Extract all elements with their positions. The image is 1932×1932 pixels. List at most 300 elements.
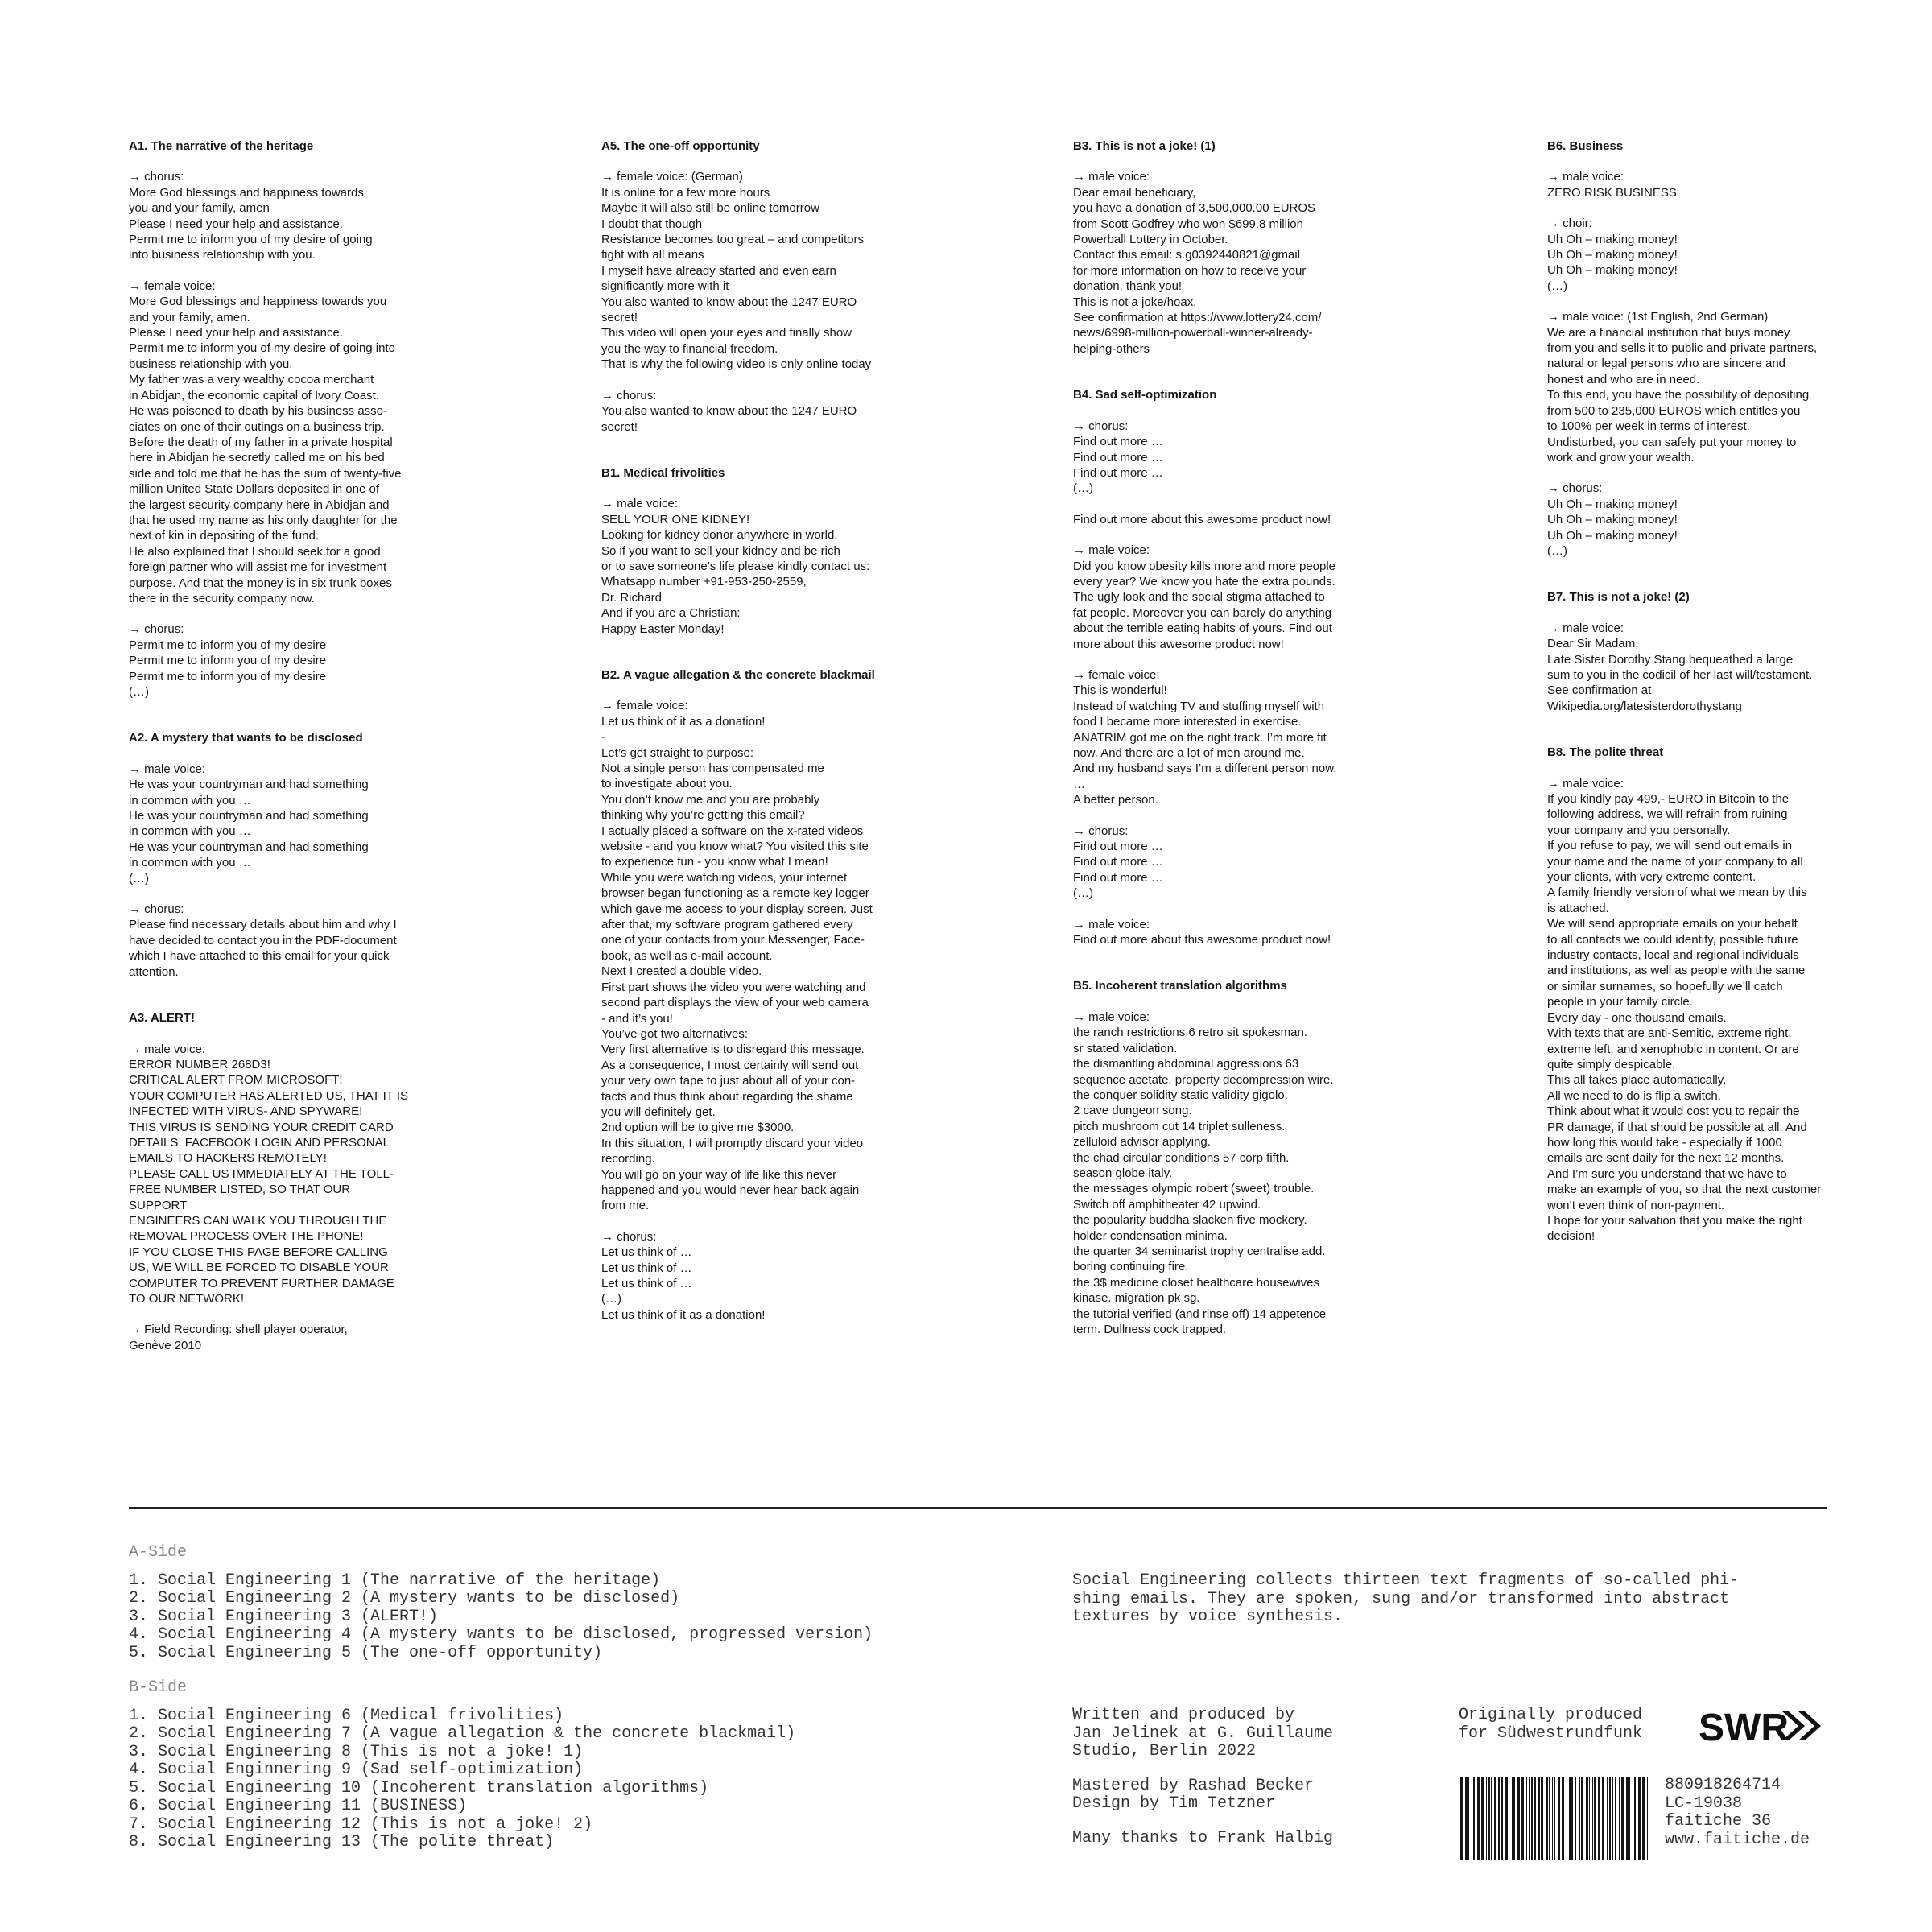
lyrics-line: (…) — [1547, 543, 1567, 558]
barcode-bar — [1498, 1777, 1500, 1860]
lyrics-line: See confirmation at — [1547, 683, 1652, 698]
lyrics-line: and institutions, as well as people with the same — [1547, 964, 1806, 978]
lyrics-line: Permit me to inform you of my desire — [129, 654, 327, 668]
lyrics-line: food I became more interested in exercise. — [1073, 715, 1302, 729]
lyrics-line: My father was a very wealthy cocoa merchant — [129, 373, 374, 387]
lyrics-line: your name and the name of your company to all — [1547, 854, 1803, 869]
lyrics-line: Let us think of it as a donation! — [601, 1307, 766, 1322]
lyrics-line: the dismantling abdominal aggressions 63 — [1073, 1057, 1299, 1071]
lyrics-line: Let us think of … — [601, 1261, 692, 1275]
ean-code: 880918264714 — [1665, 1776, 1781, 1794]
lyrics-line: news/6998-million-powerball-winner-already- — [1073, 326, 1313, 341]
lyrics-line: You also wanted to know about the 1247 EURO — [601, 295, 857, 309]
credit-line: Written and produced by — [1072, 1706, 1295, 1724]
lyrics-line: THIS VIRUS IS SENDING YOUR CREDIT CARD — [129, 1120, 394, 1134]
barcode-bar — [1629, 1777, 1630, 1860]
lyrics-line: He was your countryman and had something — [129, 809, 369, 824]
lyrics-line: Very first alternative is to disregard this message. — [601, 1042, 865, 1057]
lyrics-line: → chorus: — [601, 1229, 657, 1244]
lyrics-section — [129, 730, 409, 980]
lyrics-line: COMPUTER TO PREVENT FURTHER DAMAGE — [129, 1276, 394, 1290]
credits — [1072, 1707, 1426, 1864]
lyrics-line: (…) — [601, 1292, 621, 1307]
barcode-bar — [1473, 1777, 1475, 1860]
lyrics-line: which gave me access to your display screen. Just — [601, 902, 873, 916]
lyrics-line: And I’m sure you understand that we have to — [1547, 1166, 1787, 1181]
credit-group — [1072, 1777, 1426, 1814]
lyrics-line: So if you want to sell your kidney and be rich — [601, 543, 840, 558]
lyrics-line: that he used my name as his only daughter for the — [129, 513, 398, 527]
lyrics-line: donation, thank you! — [1073, 279, 1183, 294]
barcode-bar — [1521, 1777, 1524, 1860]
lyrics-line: decision! — [1547, 1229, 1596, 1244]
divider-rule — [129, 1507, 1827, 1509]
lyrics-line: pitch mushroom cut 14 triplet sulleness. — [1073, 1119, 1286, 1133]
description-line: textures by voice synthesis. — [1072, 1608, 1344, 1626]
lyrics-line: helping-others — [1073, 341, 1150, 356]
lyrics-section — [1547, 589, 1827, 714]
lyrics-line: … — [1073, 777, 1085, 791]
origin-line: Originally produced — [1459, 1706, 1643, 1724]
lyrics-line: Permit me to inform you of my desire — [129, 669, 327, 683]
lyrics-line: Think about what it would cost you to repair the — [1547, 1104, 1800, 1119]
lyrics-line: now. And there are a lot of men around me. — [1073, 746, 1305, 760]
barcode-bar — [1562, 1777, 1564, 1860]
lyrics-block — [1547, 169, 1827, 200]
lyrics-line: If you refuse to pay, we will send out emails in — [1547, 839, 1793, 853]
lyrics-line: You also wanted to know about the 1247 EURO — [601, 404, 857, 419]
barcode-bar — [1638, 1777, 1641, 1860]
lyrics-line: (…) — [129, 871, 149, 886]
track-item: 7. Social Engineering 12 (This is not a joke! 2) — [129, 1814, 593, 1834]
barcode-bar — [1598, 1777, 1600, 1860]
lyrics-line: and your family, amen. — [129, 310, 250, 324]
a-side-tracks — [129, 1572, 1095, 1663]
lyrics-line: FREE NUMBER LISTED, SO THAT OUR SUPPORT — [129, 1183, 354, 1212]
barcode-bar — [1491, 1777, 1492, 1860]
lyrics-line: - and it’s you! — [601, 1011, 673, 1026]
lyrics-line: The ugly look and the social stigma attached to — [1073, 590, 1325, 605]
lyrics-line: This all takes place automatically. — [1547, 1073, 1727, 1088]
lyrics-section — [1073, 387, 1353, 947]
lyrics-block — [1547, 309, 1827, 465]
lyrics-line: Switch off amphitheater 42 upwind. — [1073, 1197, 1261, 1212]
barcode-bar — [1534, 1777, 1536, 1860]
description-line: Social Engineering collects thirteen text fragments of so-called phi- — [1072, 1571, 1740, 1590]
lyrics-line: Let’s get straight to purpose: — [601, 745, 754, 760]
lyrics-line: the messages olympic robert (sweet) trouble. — [1073, 1182, 1315, 1196]
lyrics-line: (…) — [129, 685, 149, 699]
lyrics-line: Late Sister Dorothy Stang bequeathed a large — [1547, 652, 1794, 667]
lyrics-line: Please I need your help and assistance. — [129, 326, 344, 341]
barcode-bar — [1486, 1777, 1487, 1860]
lyrics-line: attention. — [129, 964, 179, 979]
lyrics-line: He also explained that I should seek for a good — [129, 544, 381, 559]
lyrics-line: the 3$ medicine closet healthcare housewives — [1073, 1275, 1320, 1290]
lyrics-line: Instead of watching TV and stuffing myself with — [1073, 699, 1325, 713]
barcode-bar — [1621, 1777, 1624, 1860]
barcode-bar — [1481, 1777, 1484, 1860]
lyrics-line: A better person. — [1073, 793, 1158, 807]
lyrics-line: A family friendly version of what we mean by this — [1547, 886, 1807, 900]
barcode-bar — [1513, 1777, 1515, 1860]
lyrics-line: the ranch restrictions 6 retro sit spokesman. — [1073, 1026, 1307, 1040]
lyrics-line: ENGINEERS CAN WALK YOU THROUGH THE — [129, 1213, 387, 1228]
barcode-bar — [1538, 1777, 1540, 1860]
barcode-bar — [1594, 1777, 1596, 1860]
website-link[interactable]: www.faitiche.de — [1665, 1830, 1810, 1849]
lyrics-line: industry contacts, local and regional individuals — [1547, 948, 1799, 963]
lyrics-line: the popularity buddha slacken five mockery. — [1073, 1213, 1307, 1228]
lyrics-line: in common with you … — [129, 793, 251, 807]
lyrics-line: This is wonderful! — [1073, 683, 1167, 698]
lyrics-line: you will definitely get. — [601, 1104, 716, 1119]
lyrics-line: your company and you personally. — [1547, 823, 1731, 837]
barcode-bar — [1501, 1777, 1503, 1860]
lyrics-line: fight with all means — [601, 248, 704, 262]
lyrics-line: (…) — [1547, 279, 1567, 293]
lyrics-line: book, as well as e-mail account. — [601, 948, 773, 963]
barcode-bar — [1494, 1777, 1496, 1860]
lyrics-line: sum to you in the codicil of her last will/testament. — [1547, 667, 1813, 682]
lyrics-block — [1073, 667, 1353, 808]
lyrics-line: 2nd option will be to give me $3000. — [601, 1121, 795, 1135]
lyrics-line: kinase. migration pk sg. — [1073, 1291, 1200, 1306]
lyrics-line: after that, my software program gathered every — [601, 918, 853, 932]
lyrics-line: This is not a joke/hoax. — [1073, 295, 1197, 309]
credit-group — [1072, 1830, 1426, 1848]
lyrics-line: Uh Oh – making money! — [1547, 248, 1678, 262]
lyrics-line: the largest security company here in Abidjan and — [129, 497, 390, 512]
lyrics-line: or to save someone’s life please kindly contact us: — [601, 559, 870, 573]
lyrics-line: With texts that are anti-Semitic, extreme right, — [1547, 1026, 1792, 1041]
lyrics-line: you and your family, amen — [129, 201, 270, 216]
lyrics-line: happened and you would never hear back again — [601, 1183, 860, 1197]
lyrics-line: following address, we will refrain from ruining — [1547, 807, 1788, 822]
swr-logo-text: SWR — [1699, 1707, 1789, 1748]
lyrics-line: → male voice: — [1073, 170, 1150, 184]
lyrics-line: → male voice: — [1547, 170, 1624, 184]
barcode-bar — [1612, 1777, 1613, 1860]
lyrics-line: Uh Oh – making money! — [1547, 232, 1678, 246]
lyrics-line: Uh Oh – making money! — [1547, 513, 1678, 527]
barcode-bar — [1465, 1777, 1468, 1860]
lyrics-line: → Field Recording: shell player operator, — [129, 1323, 348, 1337]
lyrics-line: We will send appropriate emails on your behalf — [1547, 917, 1798, 931]
lyrics-line: secret! — [601, 311, 638, 325]
lyrics-line: CRITICAL ALERT FROM MICROSOFT! — [129, 1073, 343, 1088]
barcode-bar — [1571, 1777, 1573, 1860]
section-title: B5. Incoherent translation algorithms — [1073, 979, 1287, 993]
lyrics-line: Let us think of … — [601, 1245, 692, 1260]
barcode-bar — [1602, 1777, 1604, 1860]
lyrics-block — [129, 762, 409, 886]
lyrics-line: More God blessings and happiness towards you — [129, 295, 387, 309]
lyrics-line: Uh Oh – making money! — [1547, 263, 1678, 278]
lyrics-line: Find out more about this awesome product now! — [1073, 933, 1331, 947]
lyrics-line: US, WE WILL BE FORCED TO DISABLE YOUR — [129, 1261, 389, 1275]
barcode-bar — [1586, 1777, 1588, 1860]
barcode-bar — [1460, 1777, 1463, 1860]
lyrics-line: If you kindly pay 499,- EURO in Bitcoin to the — [1547, 792, 1790, 806]
lyrics-line: Powerball Lottery in October. — [1073, 233, 1228, 247]
lyrics-line: First part shows the video you were watching and — [601, 980, 866, 994]
lyrics-line: the tutorial verified (and rinse off) 14 appetence — [1073, 1307, 1327, 1321]
a-side-tracklist — [129, 1544, 1095, 1662]
lyrics-line: million United State Dollars deposited in one of — [129, 482, 380, 497]
lyrics-line: PLEASE CALL US IMMEDIATELY AT THE TOLL- — [129, 1166, 394, 1181]
lyrics-line: natural or legal persons who are sincere and — [1547, 357, 1786, 371]
lyrics-column-4 — [1547, 138, 1827, 1275]
barcode-bar — [1512, 1777, 1513, 1860]
lyrics-line: in common with you … — [129, 824, 251, 839]
lyrics-line: Let us think of it as a donation! — [601, 714, 766, 729]
barcode-bar — [1529, 1777, 1530, 1860]
lyrics-block — [1073, 824, 1353, 902]
lyrics-line: You don’t know me and you are probably — [601, 792, 820, 807]
lyrics-block — [129, 1322, 409, 1353]
lyrics-line: I doubt that though — [601, 217, 703, 231]
lyrics-line: your clients, with very extreme content. — [1547, 870, 1757, 885]
section-title: B2. A vague allegation & the concrete blackmail — [601, 667, 875, 682]
track-item: 8. Social Engineering 13 (The polite threat) — [129, 1833, 555, 1852]
barcode-bar — [1607, 1777, 1608, 1860]
lyrics-line: Maybe it will also still be online tomorrow — [601, 201, 819, 216]
lyrics-line: I actually placed a software on the x-rated videos — [601, 824, 864, 838]
barcode-bar — [1619, 1777, 1620, 1860]
track-item: 1. Social Engineering 1 (The narrative of the heritage) — [129, 1571, 661, 1590]
description-line: shing emails. They are spoken, sung and/or transformed into abstract — [1072, 1589, 1730, 1608]
barcode-bar — [1615, 1777, 1616, 1860]
lyrics-line: from you and sells it to public and private partners, — [1547, 341, 1818, 356]
lyrics-line: → male voice: — [129, 1042, 206, 1056]
lyrics-block — [129, 621, 409, 700]
lyrics-block — [601, 698, 881, 1213]
lyrics-line: which I have attached to this email for your quick — [129, 949, 390, 964]
lyrics-line: foreign partner who will assist me for investment — [129, 560, 387, 575]
barcode-bar — [1609, 1777, 1611, 1860]
lyrics-line: browser began functioning as a remote key logger — [601, 886, 869, 901]
lyrics-line: You will go on your way of life like this never — [601, 1167, 837, 1182]
lyrics-line: → female voice: — [129, 279, 216, 293]
lyrics-line: This video will open your eyes and finally show — [601, 326, 852, 341]
lyrics-line: To this end, you have the possibility of depositing — [1547, 388, 1810, 402]
lyrics-line: All we need to do is flip a switch. — [1547, 1088, 1721, 1103]
lyrics-line: fat people. Moreover you can barely do anything — [1073, 605, 1332, 620]
lyrics-line: Find out more … — [1073, 855, 1163, 869]
track-item: 4. Social Enginnering 9 (Sad self-optimization) — [129, 1761, 584, 1779]
lyrics-section — [601, 138, 881, 435]
lyrics-line: Contact this email: s.g0392440821@gmail — [1073, 248, 1301, 262]
lyrics-line: here in Abidjan he secretly called me on his bed — [129, 451, 385, 465]
lyrics-line: how long this would take - especially if 1000 — [1547, 1135, 1782, 1150]
lyrics-column-3 — [1073, 138, 1353, 1368]
track-item: 2. Social Engineering 2 (A mystery wants to be disclosed) — [129, 1589, 680, 1608]
section-title: B7. This is not a joke! (2) — [1547, 590, 1690, 605]
b-side-label: B-Side — [129, 1678, 188, 1697]
lyrics-line: → male voice: — [1073, 543, 1150, 558]
lyrics-line: Find out more … — [1073, 450, 1163, 464]
lyrics-section — [1547, 745, 1827, 1245]
barcode-bar — [1589, 1777, 1590, 1860]
lyrics-block — [1547, 216, 1827, 294]
barcode-bar — [1647, 1777, 1648, 1860]
section-title: B8. The polite threat — [1547, 745, 1664, 760]
b-side-tracks — [129, 1707, 1095, 1852]
barcode-bar — [1642, 1777, 1645, 1860]
lyrics-block — [601, 388, 881, 435]
lyrics-line: → male voice: — [601, 497, 679, 511]
lyrics-line: Find out more … — [1073, 870, 1163, 885]
barcode-bar — [1575, 1777, 1576, 1860]
lyrics-line: Find out more about this awesome product now! — [1073, 512, 1331, 526]
lyrics-line: → chorus: — [129, 902, 184, 917]
lyrics-line: about the terrible eating habits of yours. Find out — [1073, 621, 1332, 636]
lyrics-line: Find out more … — [1073, 435, 1163, 449]
track-item: 4. Social Engineering 4 (A mystery wants to be disclosed, progressed version) — [129, 1625, 873, 1644]
track-item: 6. Social Engineering 11 (BUSINESS) — [129, 1797, 468, 1815]
album-description — [1072, 1572, 1837, 1627]
lyrics-line: from me. — [601, 1199, 650, 1213]
section-title: B3. This is not a joke! (1) — [1073, 139, 1216, 153]
lyrics-line: ciates on one of their outings on a business trip. — [129, 419, 385, 434]
barcode — [1459, 1777, 1652, 1860]
lyrics-line: to investigate about you. — [601, 777, 733, 791]
lyrics-block — [601, 169, 881, 372]
lyrics-line: honest and who are in need. — [1547, 372, 1700, 386]
barcode-bar — [1531, 1777, 1533, 1860]
lyrics-line: While you were watching videos, your internet — [601, 870, 848, 885]
barcode-bar — [1592, 1777, 1593, 1860]
lyrics-line: every year? We know you hate the extra pounds. — [1073, 574, 1335, 588]
barcode-bar — [1581, 1777, 1583, 1860]
lyrics-block — [1073, 1009, 1353, 1338]
barcode-bar — [1468, 1777, 1469, 1860]
lyrics-block — [129, 169, 409, 262]
a-side-label: A-Side — [129, 1543, 188, 1562]
lyrics-line: → chorus: — [1073, 824, 1129, 838]
lyrics-line: Genève 2010 — [129, 1338, 202, 1352]
lyrics-line: purpose. And that the money is in six trunk boxes — [129, 576, 392, 590]
lyrics-block — [129, 902, 409, 980]
lyrics-line: Please I need your help and assistance. — [129, 217, 344, 231]
track-item: 5. Social Engineering 5 (The one-off opportunity) — [129, 1643, 603, 1662]
lyrics-line: He was poisoned to death by his business asso- — [129, 404, 388, 419]
lyrics-line: Wikipedia.org/latesisterdorothystang — [1547, 699, 1742, 713]
lyrics-line: In this situation, I will promptly discard your video — [601, 1136, 864, 1150]
lyrics-line: Permit me to inform you of my desire — [129, 638, 327, 652]
lyrics-line: → male voice: — [129, 762, 206, 776]
lyrics-block — [129, 1042, 409, 1307]
lyrics-line: to all contacts we could identify, possible future — [1547, 932, 1798, 947]
lyrics-line: more about this awesome product now! — [1073, 637, 1284, 651]
lyrics-column-1 — [129, 138, 409, 1384]
lyrics-line: (…) — [1073, 481, 1093, 496]
lyrics-line: emails are sent daily for the next 12 months. — [1547, 1151, 1785, 1166]
lyrics-line: from 500 to 235,000 EUROS which entitles you — [1547, 403, 1801, 418]
lyrics-line: More God blessings and happiness towards — [129, 185, 364, 200]
barcode-bar — [1541, 1777, 1543, 1860]
lyrics-line: You’ve got two alternatives: — [601, 1026, 749, 1041]
lyrics-line: TO OUR NETWORK! — [129, 1292, 245, 1306]
lyrics-line: holder condensation minima. — [1073, 1228, 1228, 1243]
lyrics-line: → male voice: (1st English, 2nd German) — [1547, 310, 1769, 324]
lyrics-line: have decided to contact you in the PDF-document — [129, 933, 397, 947]
lyrics-line: Whatsapp number +91-953-250-2559, — [601, 575, 807, 589]
lyrics-block — [1547, 481, 1827, 559]
lyrics-line: work and grow your wealth. — [1547, 450, 1695, 464]
lyrics-line: I myself have already started and even earn — [601, 263, 836, 278]
lyrics-line: See confirmation at https://www.lottery24.com/ — [1073, 311, 1322, 325]
lyrics-line: is attached. — [1547, 901, 1609, 915]
section-title: A3. ALERT! — [129, 1011, 195, 1026]
lyrics-line: there in the security company now. — [129, 591, 315, 605]
lyrics-line: As a consequence, I most certainly will send out — [601, 1058, 859, 1072]
lyrics-line: Please find necessary details about him and why I — [129, 918, 397, 932]
section-title: B1. Medical frivolities — [601, 465, 725, 480]
lyrics-line: to 100% per week in terms of interest. — [1547, 419, 1750, 434]
lyrics-line: boring continuing fire. — [1073, 1260, 1189, 1274]
lyrics-line: Undisturbed, you can safely put your money to — [1547, 435, 1797, 449]
lyrics-line: secret! — [601, 419, 638, 434]
lyrics-line: YOUR COMPUTER HAS ALERTED US, THAT IT IS — [129, 1088, 409, 1103]
origin-line: for Südwestrundfunk — [1459, 1724, 1643, 1743]
barcode-bar — [1517, 1777, 1520, 1860]
lyrics-line: EMAILS TO HACKERS REMOTELY! — [129, 1151, 327, 1166]
lyrics-line: people in your family circle. — [1547, 995, 1693, 1009]
lyrics-line: quite simply despicable. — [1547, 1057, 1676, 1071]
section-title: B4. Sad self-optimization — [1073, 388, 1217, 402]
lyrics-line: DETAILS, FACEBOOK LOGIN AND PERSONAL — [129, 1135, 390, 1150]
barcode-bar — [1526, 1777, 1527, 1860]
barcode-bar — [1579, 1777, 1580, 1860]
track-item: 5. Social Engineering 10 (Incoherent translation algorithms) — [129, 1778, 709, 1798]
lyrics-line: INFECTED WITH VIRUS- AND SPYWARE! — [129, 1104, 363, 1119]
credit-line: Design by Tim Tetzner — [1072, 1794, 1276, 1813]
lyrics-line: He was your countryman and had something — [129, 840, 369, 854]
lyrics-block — [1073, 512, 1353, 527]
lyrics-line: Resistance becomes too great – and competitors — [601, 233, 865, 247]
lyrics-line: to experience fun - you know what I mean! — [601, 855, 828, 869]
section-title: A2. A mystery that wants to be disclosed — [129, 731, 363, 745]
lyrics-line: Happy Easter Monday! — [601, 621, 724, 636]
lyrics-line: Looking for kidney donor anywhere in world. — [601, 528, 838, 543]
lyrics-line: And my husband says I’m a different person now. — [1073, 762, 1337, 776]
lyrics-line: Every day - one thousand emails. — [1547, 1010, 1727, 1025]
lyrics-line: Next I created a double video. — [601, 964, 762, 979]
lyrics-line: side and told me that he has the sum of twenty-five — [129, 466, 402, 481]
lyrics-line: ERROR NUMBER 268D3! — [129, 1057, 270, 1071]
lyrics-line: sr stated validation. — [1073, 1041, 1178, 1055]
lyrics-line: tacts and thus think about regarding the shame — [601, 1089, 853, 1104]
lyrics-column-2 — [601, 138, 881, 1353]
lyrics-line: I hope for your salvation that you make the right — [1547, 1213, 1802, 1228]
lyrics-line: you have a donation of 3,500,000.00 EUROS — [1073, 201, 1316, 216]
lyrics-line: - — [601, 730, 605, 745]
lyrics-block — [1073, 419, 1353, 497]
lyrics-block — [1547, 621, 1827, 714]
lyrics-line: or similar surnames, so hopefully we’ll catch — [1547, 979, 1783, 993]
lyrics-line: your very own tape to just about all of your con- — [601, 1074, 856, 1088]
lyrics-block — [1073, 169, 1353, 357]
lyrics-line: the quarter 34 seminarist trophy centralise add. — [1073, 1244, 1326, 1258]
barcode-bar — [1477, 1777, 1480, 1860]
barcode-bar — [1549, 1777, 1550, 1860]
lyrics-line: We are a financial institution that buys money — [1547, 325, 1790, 340]
lyrics-line: you the way to financial freedom. — [601, 341, 778, 356]
lyrics-line: REMOVAL PROCESS OVER THE PHONE! — [129, 1229, 364, 1244]
lyrics-line: into business relationship with you. — [129, 248, 316, 262]
